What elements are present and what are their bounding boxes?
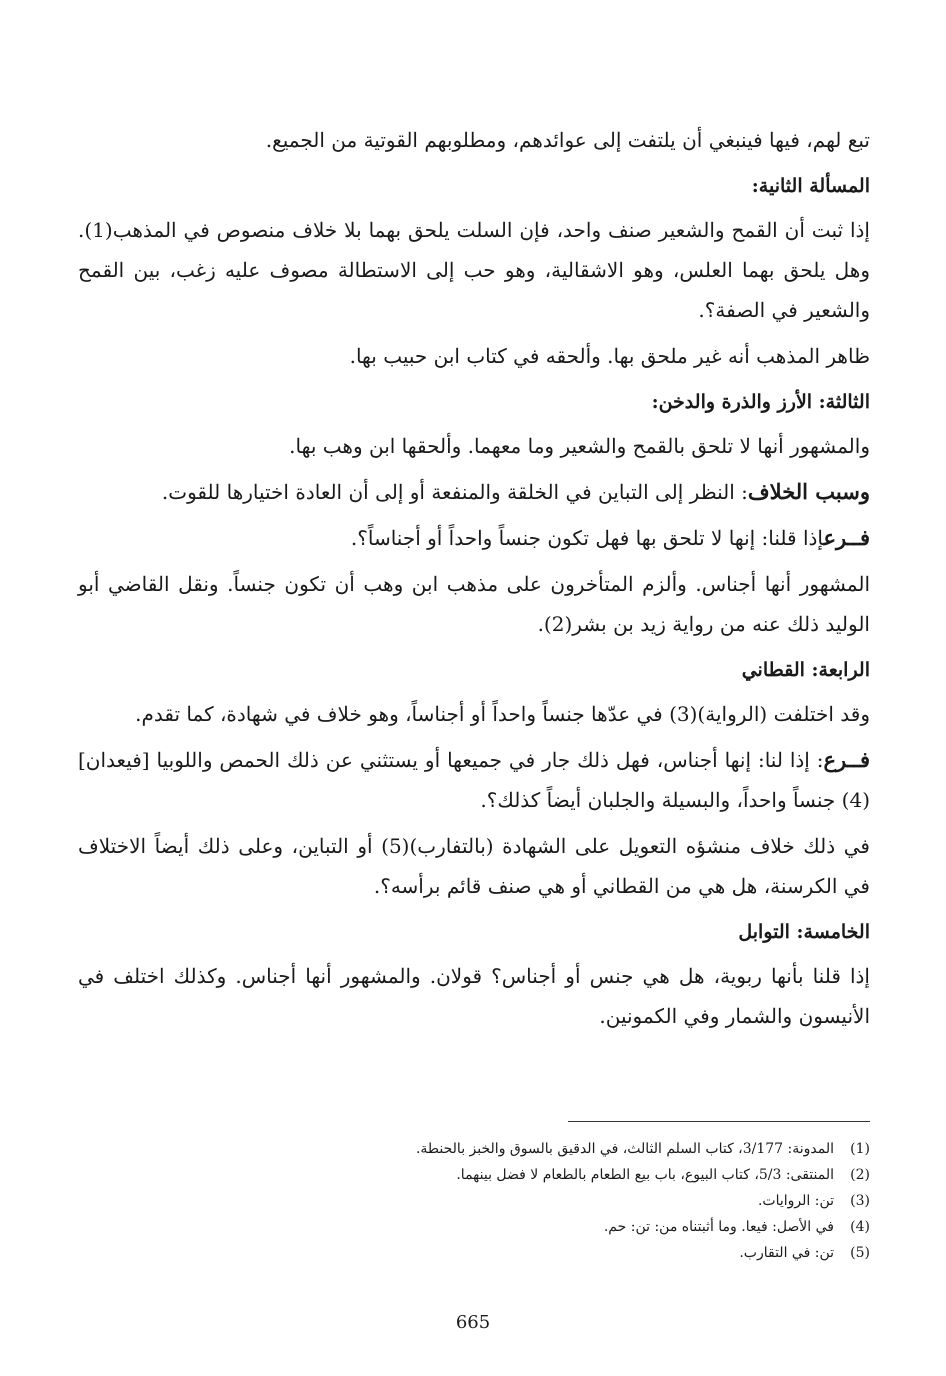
paragraph-1: إذا ثبت أن القمح والشعير صنف واحد، فإن السلت يلحق بهما بلا خلاف منصوص في المذهب(1). وهل يلحق بهما العلس، وهو الاشقالية، وهو حب إلى الاستطالة مصوف عليه زغب، بين القمح والشعير في الصفة؟. (78, 218, 870, 322)
footnote-text: في الأصل: فيعا. وما أثبتناه من: تن: حم. (603, 1219, 834, 1235)
footnote-divider (568, 1121, 870, 1122)
paragraph-4-text: : النظر إلى التباين في الخلقة والمنفعة أو إلى أن العادة اختيارها للقوت. (161, 480, 748, 504)
heading-third: الثالثة: الأرز والذرة والدخن: (651, 391, 870, 413)
footnote (200, 1188, 870, 1214)
paragraph-7: وقد اختلفت (الرواية)(3) في عدّها جنساً واحداً أو أجناساً، وهو خلاف في شهادة، كما تقدم. (135, 702, 870, 726)
paragraph-0: تبع لهم، فيها فينبغي أن يلتفت إلى عوائدهم، ومطلوبهم القوتية من الجميع. (265, 128, 870, 152)
paragraph-9: في ذلك خلاف منشؤه التعويل على الشهادة (بالتفارب)(5) أو التباين، وعلى ذلك أيضاً الاختلاف في الكرسنة، هل هي من القطاني أو هي صنف قائم برأسه؟. (78, 834, 870, 898)
footnote (200, 1214, 870, 1240)
footnote-text: المنتقى: 5/3، كتاب البيوع، باب بيع الطعام بالطعام لا فضل بينهما. (456, 1167, 834, 1183)
page-body (78, 120, 870, 1042)
paragraph-5-text: إذا قلنا: إنها لا تلحق بها فهل تكون جنساً واحداً أو أجناساً؟. (350, 526, 824, 550)
footnote-number: (4) (850, 1219, 870, 1235)
footnote-number: (3) (850, 1193, 870, 1209)
keyword-branch: فــرع (823, 525, 870, 550)
heading-fourth: الرابعة: القطاني (741, 659, 870, 681)
footnote (200, 1136, 870, 1162)
paragraph-8-text: : إذا لنا: إنها أجناس، فهل ذلك جار في جميعها أو يستثني عن ذلك الحمص واللوبيا [فيعدان](4) جنساً واحداً، والبسيلة والجلبان أيضاً كذلك؟. (78, 748, 870, 812)
footnote-number: (1) (850, 1141, 870, 1157)
footnote (200, 1240, 870, 1266)
footnote (200, 1162, 870, 1188)
paragraph-4 (78, 472, 870, 512)
paragraph-8 (78, 740, 870, 820)
heading-fifth: الخامسة: التوابل (738, 921, 870, 943)
paragraph-5 (78, 518, 870, 558)
paragraph-10: إذا قلنا بأنها ربوية، هل هي جنس أو أجناس؟ قولان. والمشهور أنها أجناس. وكذلك اختلف في الأنيسون والشمار وفي الكمونين. (78, 964, 870, 1028)
footnote-text: تن: الروايات. (757, 1193, 834, 1209)
paragraph-3: والمشهور أنها لا تلحق بالقمح والشعير وما معهما. وألحقها ابن وهب بها. (289, 434, 870, 458)
heading-second-issue: المسألة الثانية: (751, 175, 870, 197)
keyword-reason: وسبب الخلاف (747, 479, 870, 504)
page-number: 665 (455, 1312, 491, 1333)
footnote-text: تن: في التقارب. (739, 1245, 834, 1261)
footnote-number: (2) (850, 1167, 870, 1183)
footnotes (200, 1136, 870, 1266)
footnote-number: (5) (850, 1245, 870, 1261)
footnote-text: المدونة: 3/177، كتاب السلم الثالث، في الدقيق بالسوق والخبز بالحنطة. (415, 1141, 834, 1157)
paragraph-6: المشهور أنها أجناس. وألزم المتأخرون على مذهب ابن وهب أن تكون جنساً. ونقل القاضي أبو الوليد ذلك عنه من رواية زيد بن بشر(2). (78, 572, 870, 636)
paragraph-2: ظاهر المذهب أنه غير ملحق بها. وألحقه في كتاب ابن حبيب بها. (349, 344, 870, 368)
keyword-branch-2: فــرع (823, 747, 870, 772)
